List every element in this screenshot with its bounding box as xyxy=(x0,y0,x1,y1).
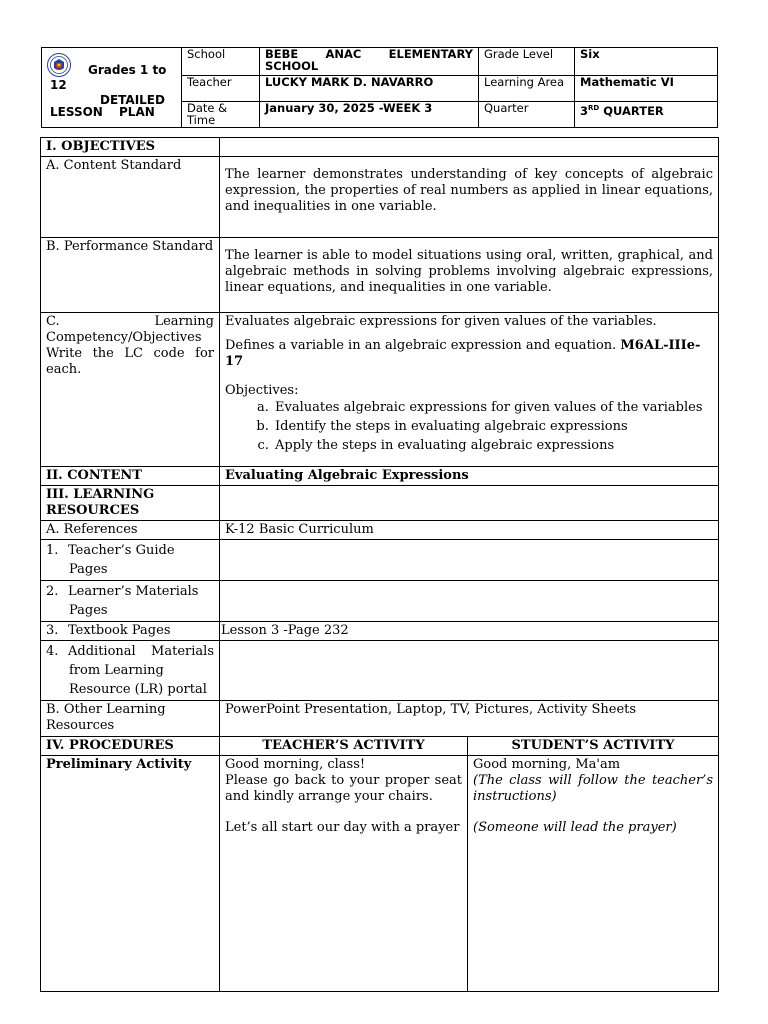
area-value: Mathematic VI xyxy=(575,76,718,102)
student-activity-cell xyxy=(468,756,719,992)
teacher-activity-cell xyxy=(220,756,468,992)
lm-label-2: Pages xyxy=(69,603,108,618)
competency-code: M6AL-IIIe-17 xyxy=(225,338,701,369)
teacher-value: LUCKY MARK D. NAVARRO xyxy=(260,76,479,102)
am-label-3: Resource (LR) portal xyxy=(69,682,207,697)
objective-item: b. Identify the steps in evaluating algebraic expressions xyxy=(273,419,713,435)
student-line-3: (Someone will lead the prayer) xyxy=(473,820,677,835)
content-value: Evaluating Algebraic Expressions xyxy=(220,467,719,486)
competency-text-1: Evaluates algebraic expressions for given values of the variables. xyxy=(225,314,657,329)
teacher-label: Teacher xyxy=(182,76,260,102)
other-resources-label: B. Other Learning Resources xyxy=(41,701,220,737)
student-activity-heading: STUDENT’S ACTIVITY xyxy=(468,737,719,756)
performance-standard-label: B. Performance Standard xyxy=(41,238,220,313)
additional-materials-label xyxy=(41,641,220,701)
student-line-2: (The class will follow the teacher’s instructions) xyxy=(473,773,713,804)
lm-label-1: Learner’s Materials xyxy=(68,584,199,599)
date-label: Date & Time xyxy=(182,102,260,128)
teacher-activity-heading: TEACHER’S ACTIVITY xyxy=(220,737,468,756)
grade-label: Grade Level xyxy=(479,48,575,76)
teachers-guide-label xyxy=(41,540,220,581)
competency-label xyxy=(41,313,220,467)
objectives-label: Objectives: xyxy=(225,383,299,398)
teacher-line-2: Please go back to your proper seat and kindly arrange your chairs. xyxy=(225,773,462,804)
quarter-value xyxy=(575,102,718,128)
tb-num: 3. xyxy=(46,623,59,638)
learners-materials-label xyxy=(41,581,220,622)
am-label-1: Additional Materials xyxy=(68,644,214,659)
date-value: January 30, 2025 -WEEK 3 xyxy=(260,102,479,128)
am-num: 4. xyxy=(46,644,59,659)
title-line-2: 12 xyxy=(50,78,67,92)
objective-item: a. Evaluates algebraic expressions for given values of the variables xyxy=(273,400,713,416)
lesson-plan-table xyxy=(40,137,719,992)
tb-label: Textbook Pages xyxy=(68,623,171,638)
deped-seal-icon xyxy=(47,53,71,77)
competency-content xyxy=(220,313,719,467)
content-standard-label: A. Content Standard xyxy=(41,157,220,238)
school-value: BEBE ANAC ELEMENTARY SCHOOL xyxy=(260,48,479,76)
textbook-value: Lesson 3 -Page 232 xyxy=(220,622,719,641)
lm-num: 2. xyxy=(46,584,59,599)
competency-label-1: C. Learning Competency/Objectives xyxy=(46,314,214,345)
objectives-list xyxy=(225,400,713,454)
procedures-heading: IV. PROCEDURES xyxy=(41,737,220,756)
quarter-rest: QUARTER xyxy=(599,103,664,118)
grade-value: Six xyxy=(575,48,718,76)
am-label-2: from Learning xyxy=(69,663,164,678)
other-resources-value: PowerPoint Presentation, Laptop, TV, Pictures, Activity Sheets xyxy=(220,701,719,737)
teacher-line-3: Let’s all start our day with a prayer xyxy=(225,820,460,835)
school-label: School xyxy=(182,48,260,76)
plan-title-cell xyxy=(42,48,182,128)
area-label: Learning Area xyxy=(479,76,575,102)
tg-label-2: Pages xyxy=(69,562,108,577)
competency-text-2: Defines a variable in an algebraic expression and equation. xyxy=(225,338,617,353)
resources-heading: III. LEARNING RESOURCES xyxy=(41,486,220,521)
tg-num: 1. xyxy=(46,543,59,558)
objectives-heading: I. OBJECTIVES xyxy=(41,138,220,157)
references-label: A. References xyxy=(41,521,220,540)
tg-label-1: Teacher’s Guide xyxy=(68,543,175,558)
quarter-num: 3 xyxy=(580,103,589,118)
objective-item: c. Apply the steps in evaluating algebraic expressions xyxy=(273,438,713,454)
header-table xyxy=(41,47,718,128)
competency-label-2: Write the LC code for each. xyxy=(46,346,214,377)
title-line-4: LESSON PLAN xyxy=(50,105,155,119)
performance-standard-text: The learner is able to model situations using oral, written, graphical, and algebraic methods in solving problems involving algebraic expressions, linear equations, and inequalities in one variable. xyxy=(220,238,719,313)
textbook-label xyxy=(41,622,220,641)
title-line-3: DETAILED xyxy=(100,93,165,107)
quarter-label: Quarter xyxy=(479,102,575,128)
preliminary-activity-label: Preliminary Activity xyxy=(41,756,220,992)
title-line-1: Grades 1 to xyxy=(88,63,167,77)
content-standard-text: The learner demonstrates understanding of key concepts of algebraic expression, the properties of real numbers as applied in linear equations, and inequalities in one variable. xyxy=(220,157,719,238)
quarter-sup: RD xyxy=(588,104,600,112)
content-heading: II. CONTENT xyxy=(41,467,220,486)
student-line-1: Good morning, Ma'am xyxy=(473,757,621,772)
references-value: K-12 Basic Curriculum xyxy=(220,521,719,540)
teacher-line-1: Good morning, class! xyxy=(225,757,366,772)
